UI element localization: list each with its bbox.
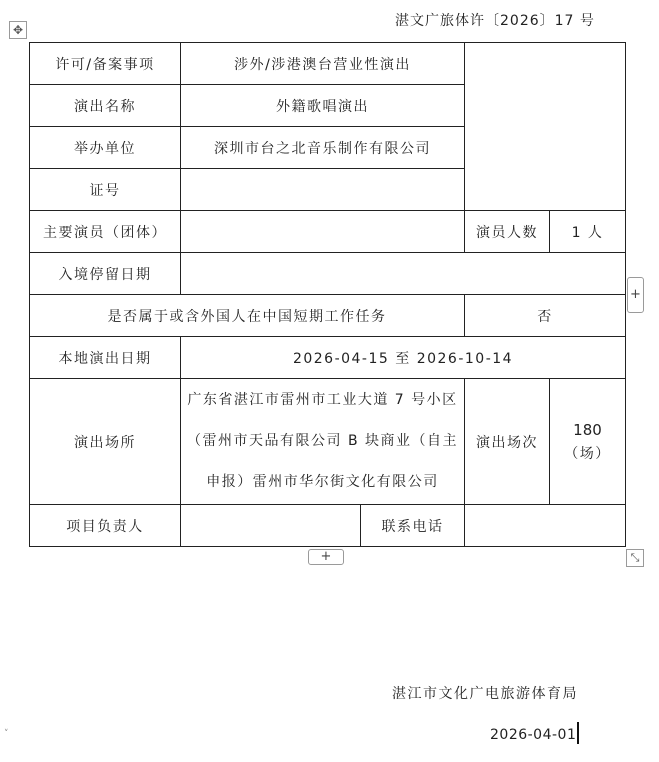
license-type-label: 许可/备案事项 bbox=[30, 43, 181, 85]
add-column-button[interactable]: + bbox=[627, 277, 644, 313]
sessions-unit: （场） bbox=[564, 445, 611, 462]
local-dates-label: 本地演出日期 bbox=[30, 337, 181, 379]
performer-count-label: 演员人数 bbox=[465, 211, 550, 253]
venue-value[interactable]: 广东省湛江市雷州市工业大道 7 号小区（雷州市天品有限公司 B 块商业（自主申报）雷州市华尔街文化有限公司 bbox=[181, 379, 465, 505]
issue-date: 2026-04-01 bbox=[490, 727, 577, 743]
text-cursor bbox=[577, 722, 579, 744]
issue-date-line[interactable] bbox=[490, 726, 579, 744]
venue-label: 演出场所 bbox=[30, 379, 181, 505]
show-name-value[interactable]: 外籍歌唱演出 bbox=[181, 85, 465, 127]
sessions-value-cell[interactable] bbox=[550, 379, 626, 505]
license-type-value[interactable]: 涉外/涉港澳台营业性演出 bbox=[181, 43, 465, 85]
main-performer-label: 主要演员（团体） bbox=[30, 211, 181, 253]
short-term-work-label: 是否属于或含外国人在中国短期工作任务 bbox=[30, 295, 465, 337]
add-row-button[interactable]: + bbox=[308, 549, 344, 565]
main-performer-value[interactable] bbox=[181, 211, 465, 253]
organizer-label: 举办单位 bbox=[30, 127, 181, 169]
project-lead-value[interactable] bbox=[181, 505, 361, 547]
organizer-value[interactable]: 深圳市台之北音乐制作有限公司 bbox=[181, 127, 465, 169]
phone-value[interactable] bbox=[465, 505, 626, 547]
short-term-work-value[interactable]: 否 bbox=[465, 295, 626, 337]
sessions-value: 180 bbox=[573, 420, 602, 439]
document-number: 湛文广旅体许〔2026〕17 号 bbox=[395, 13, 595, 29]
sessions-label: 演出场次 bbox=[465, 379, 550, 505]
certificate-value[interactable] bbox=[181, 169, 465, 211]
table-resize-icon[interactable]: ⤡ bbox=[626, 549, 644, 567]
issuing-authority: 湛江市文化广电旅游体育局 bbox=[392, 686, 578, 702]
entry-date-label: 入境停留日期 bbox=[30, 253, 181, 295]
collapse-chevron-icon[interactable]: ˅ bbox=[4, 729, 9, 739]
photo-cell[interactable] bbox=[465, 43, 626, 211]
permit-table bbox=[29, 42, 626, 547]
certificate-label: 证号 bbox=[30, 169, 181, 211]
local-dates-value[interactable]: 2026-04-15 至 2026-10-14 bbox=[181, 337, 626, 379]
table-move-icon[interactable]: ✥ bbox=[9, 21, 27, 39]
show-name-label: 演出名称 bbox=[30, 85, 181, 127]
project-lead-label: 项目负责人 bbox=[30, 505, 181, 547]
phone-label: 联系电话 bbox=[361, 505, 465, 547]
performer-count-value[interactable]: 1 人 bbox=[550, 211, 626, 253]
entry-date-value[interactable] bbox=[181, 253, 626, 295]
